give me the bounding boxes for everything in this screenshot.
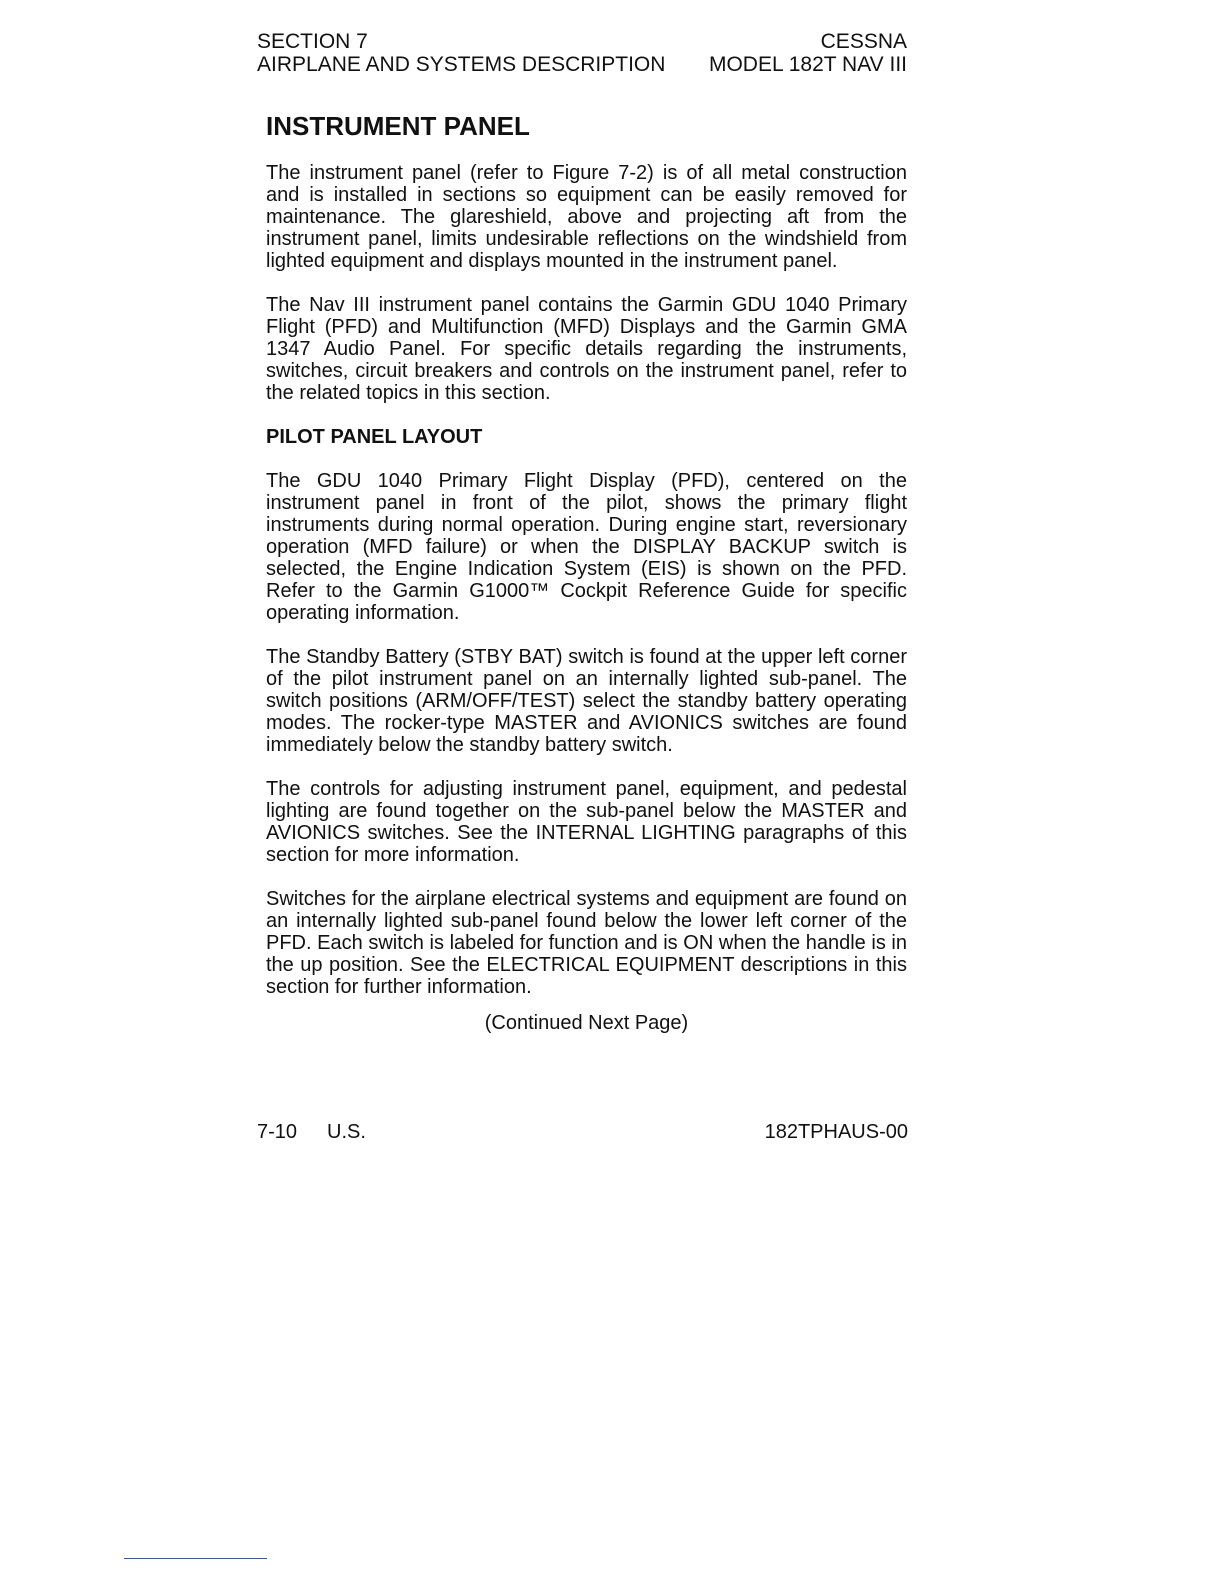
section-label: SECTION 7 (257, 30, 368, 53)
footer-left (257, 1121, 366, 1143)
continued-note: (Continued Next Page) (484, 1012, 689, 1034)
document-id: 182TPHAUS-00 (764, 1121, 908, 1143)
model-label: MODEL 182T NAV III (708, 53, 907, 76)
page-number: 7-10 (257, 1121, 298, 1143)
subheading-pilot-panel-layout: PILOT PANEL LAYOUT (266, 426, 483, 448)
region-label: U.S. (327, 1121, 366, 1143)
paragraph-lighting-controls: The controls for adjusting instrument panel, equipment, and pedestal lighting are found together on the sub-panel below the MASTER and AVIONICS switches. See the INTERNAL LIGHTING paragraphs of this section for more information. (266, 778, 907, 866)
section-title: AIRPLANE AND SYSTEMS DESCRIPTION (257, 53, 666, 76)
paragraph-panel-construction: The instrument panel (refer to Figure 7-2) is of all metal construction and is installed in sections so equipment can be easily removed for maintenance. The glareshield, above and projecting aft from the instrument panel, limits undesirable reflections on the windshield from lighted equipment and displays mounted in the instrument panel. (266, 162, 907, 272)
page-content (266, 110, 907, 1034)
paragraph-electrical-switches: Switches for the airplane electrical systems and equipment are found on an internally lighted sub-panel found below the lower left corner of the PFD. Each switch is labeled for function and is ON when the handle is in the up position. See the ELECTRICAL EQUIPMENT descriptions in this section for further information. (266, 888, 907, 998)
paragraph-pfd: The GDU 1040 Primary Flight Display (PFD), centered on the instrument panel in front of the pilot, shows the primary flight instruments during normal operation. During engine start, reversionary operation (MFD failure) or when the DISPLAY BACKUP switch is selected, the Engine Indication System (EIS) is shown on the PFD. Refer to the Garmin G1000™ Cockpit Reference Guide for specific operating information. (266, 470, 907, 624)
header-row-bottom (257, 53, 907, 76)
paragraph-nav-iii-panel: The Nav III instrument panel contains the Garmin GDU 1040 Primary Flight (PFD) and Multifunction (MFD) Displays and the Garmin GMA 1347 Audio Panel. For specific details regarding the instruments, switches, circuit breakers and controls on the instrument panel, refer to the related topics in this section. (266, 294, 907, 404)
bottom-rule-divider (124, 1558, 267, 1559)
header-row-top (257, 30, 907, 53)
paragraph-standby-battery: The Standby Battery (STBY BAT) switch is found at the upper left corner of the pilot instrument panel on an internally lighted sub-panel. The switch positions (ARM/OFF/TEST) select the standby battery operating modes. The rocker-type MASTER and AVIONICS switches are found immediately below the standby battery switch. (266, 646, 907, 756)
page-header (257, 30, 907, 76)
page-title: INSTRUMENT PANEL (266, 111, 530, 141)
page-footer (257, 1121, 908, 1143)
brand-label: CESSNA (820, 30, 907, 53)
